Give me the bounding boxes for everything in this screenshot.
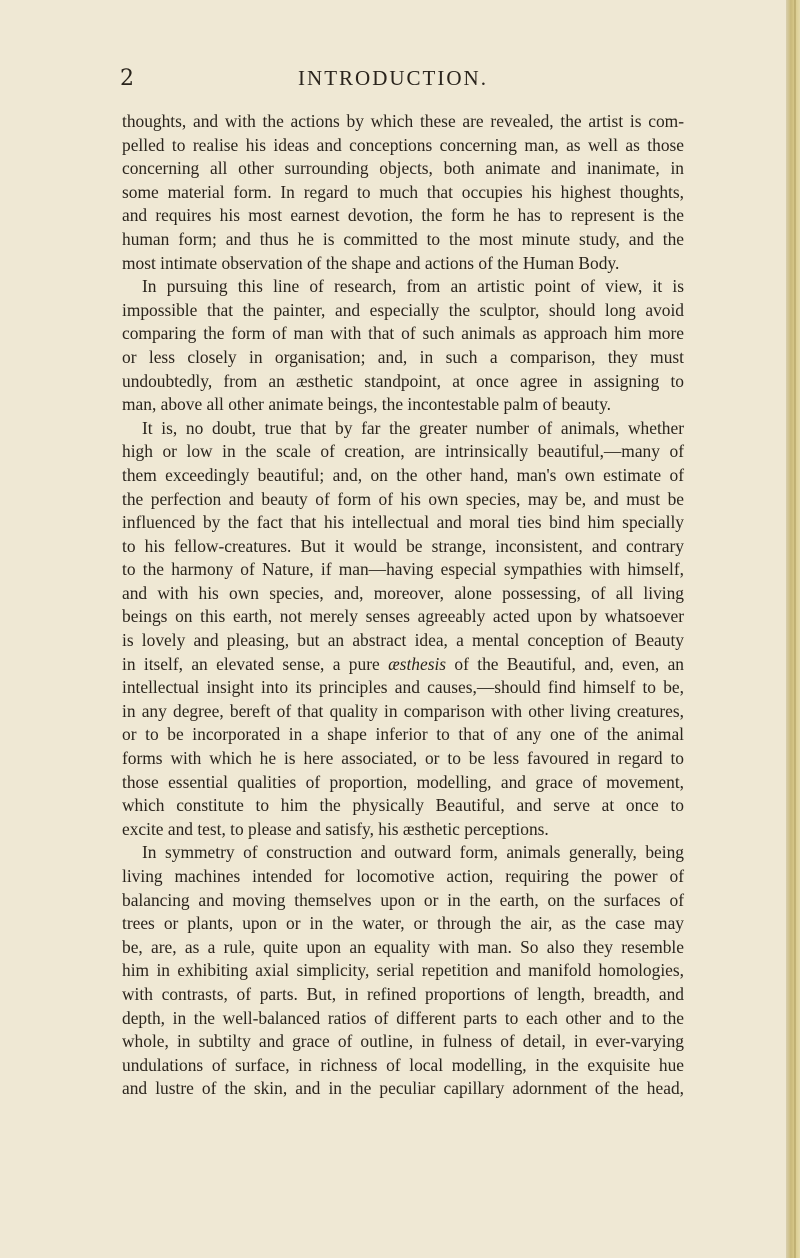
- text-line: balancing and moving themselves upon or in the earth, on the surfaces of: [122, 889, 684, 910]
- text-line: undulations of surface, in richness of local modelling, in the exquisite hue: [122, 1054, 684, 1075]
- text-line: to his fellow-creatures. But it would be strange, inconsistent, and contrary: [122, 535, 684, 556]
- text-line: undoubtedly, from an æsthetic standpoint, at once agree in assigning to: [122, 370, 684, 391]
- text-line: which constitute to him the physically Beautiful, and serve at once to: [122, 795, 684, 816]
- text-line: concerning all other surrounding objects, both animate and inanimate, in: [122, 158, 684, 179]
- running-head: INTRODUCTION.: [298, 66, 488, 90]
- text-line: intellectual insight into its principles and causes,—should find himself to be,: [122, 677, 684, 698]
- text-line: comparing the form of man with that of such animals as approach him more: [122, 323, 684, 344]
- text-line: human form; and thus he is committed to the most minute study, and the: [122, 228, 684, 249]
- text-line: It is, no doubt, true that by far the greater number of animals, whether: [142, 417, 684, 438]
- page-header: [0, 66, 786, 96]
- text-line: to the harmony of Nature, if man—having especial sympathies with himself,: [122, 559, 684, 580]
- text-line: and requires his most earnest devotion, the form he has to represent is the: [122, 205, 684, 226]
- italic-word: æsthesis: [388, 653, 447, 674]
- text-line: them exceedingly beautiful; and, on the other hand, man's own estimate of: [122, 464, 684, 485]
- text-line: whole, in subtilty and grace of outline, in fulness of detail, in ever-varying: [122, 1031, 684, 1052]
- page-number: 2: [120, 66, 134, 91]
- text-line: high or low in the scale of creation, are intrinsically beautiful,—many of: [122, 441, 684, 462]
- page-edge: [786, 0, 800, 1258]
- text-line: excite and test, to please and satisfy, his æsthetic perceptions.: [122, 818, 549, 839]
- text-line: In symmetry of construction and outward form, animals generally, being: [142, 842, 684, 863]
- text-line: influenced by the fact that his intellectual and moral ties bind him specially: [122, 512, 684, 533]
- text-segment: in itself, an elevated sense, a pure: [122, 653, 380, 674]
- text-line: impossible that the painter, and especially the sculptor, should long avoid: [122, 299, 684, 320]
- text-line: pelled to realise his ideas and conceptions concerning man, as well as those: [122, 134, 684, 155]
- text-line: or to be incorporated in a shape inferior to that of any one of the animal: [122, 724, 684, 745]
- text-line: thoughts, and with the actions by which these are revealed, the artist is com-: [122, 111, 684, 131]
- text-line: with contrasts, of parts. But, in refined proportions of length, breadth, and: [122, 983, 684, 1004]
- text-line: living machines intended for locomotive action, requiring the power of: [122, 866, 684, 886]
- text-line: most intimate observation of the shape and actions of the Human Body.: [122, 252, 620, 273]
- text-line: those essential qualities of proportion, modelling, and grace of movement,: [122, 771, 684, 792]
- text-segment: of the Beautiful, and, even, an: [454, 653, 684, 674]
- text-line: and with his own species, and, moreover, alone possessing, of all living: [122, 582, 684, 603]
- text-line: forms with which he is here associated, or to be less favoured in regard to: [122, 748, 684, 769]
- text-line: the perfection and beauty of form of his own species, may be, and must be: [122, 488, 684, 509]
- text-line: or less closely in organisation; and, in such a comparison, they must: [122, 346, 684, 367]
- text-line: In pursuing this line of research, from an artistic point of view, it is: [142, 276, 684, 297]
- text-line: some material form. In regard to much that occupies his highest thoughts,: [122, 181, 684, 202]
- body-text: [122, 110, 684, 1101]
- text-line: man, above all other animate beings, the incontestable palm of beauty.: [122, 394, 612, 415]
- text-line: be, are, as a rule, quite upon an equality with man. So also they resemble: [122, 936, 684, 957]
- text-line: in any degree, bereft of that quality in comparison with other living creatures,: [122, 700, 684, 721]
- text-line: and lustre of the skin, and in the peculiar capillary adornment of the head,: [122, 1078, 684, 1099]
- text-line: beings on this earth, not merely senses agreeably acted upon by whatsoever: [122, 606, 684, 627]
- text-line-with-italic: [122, 653, 684, 677]
- page-edge-line: [794, 0, 796, 1258]
- text-line: depth, in the well-balanced ratios of different parts to each other and to the: [122, 1007, 684, 1028]
- text-line: him in exhibiting axial simplicity, serial repetition and manifold homologies,: [122, 960, 684, 981]
- text-line: is lovely and pleasing, but an abstract idea, a mental conception of Beauty: [122, 630, 684, 651]
- text-line: trees or plants, upon or in the water, or through the air, as the case may: [122, 913, 684, 934]
